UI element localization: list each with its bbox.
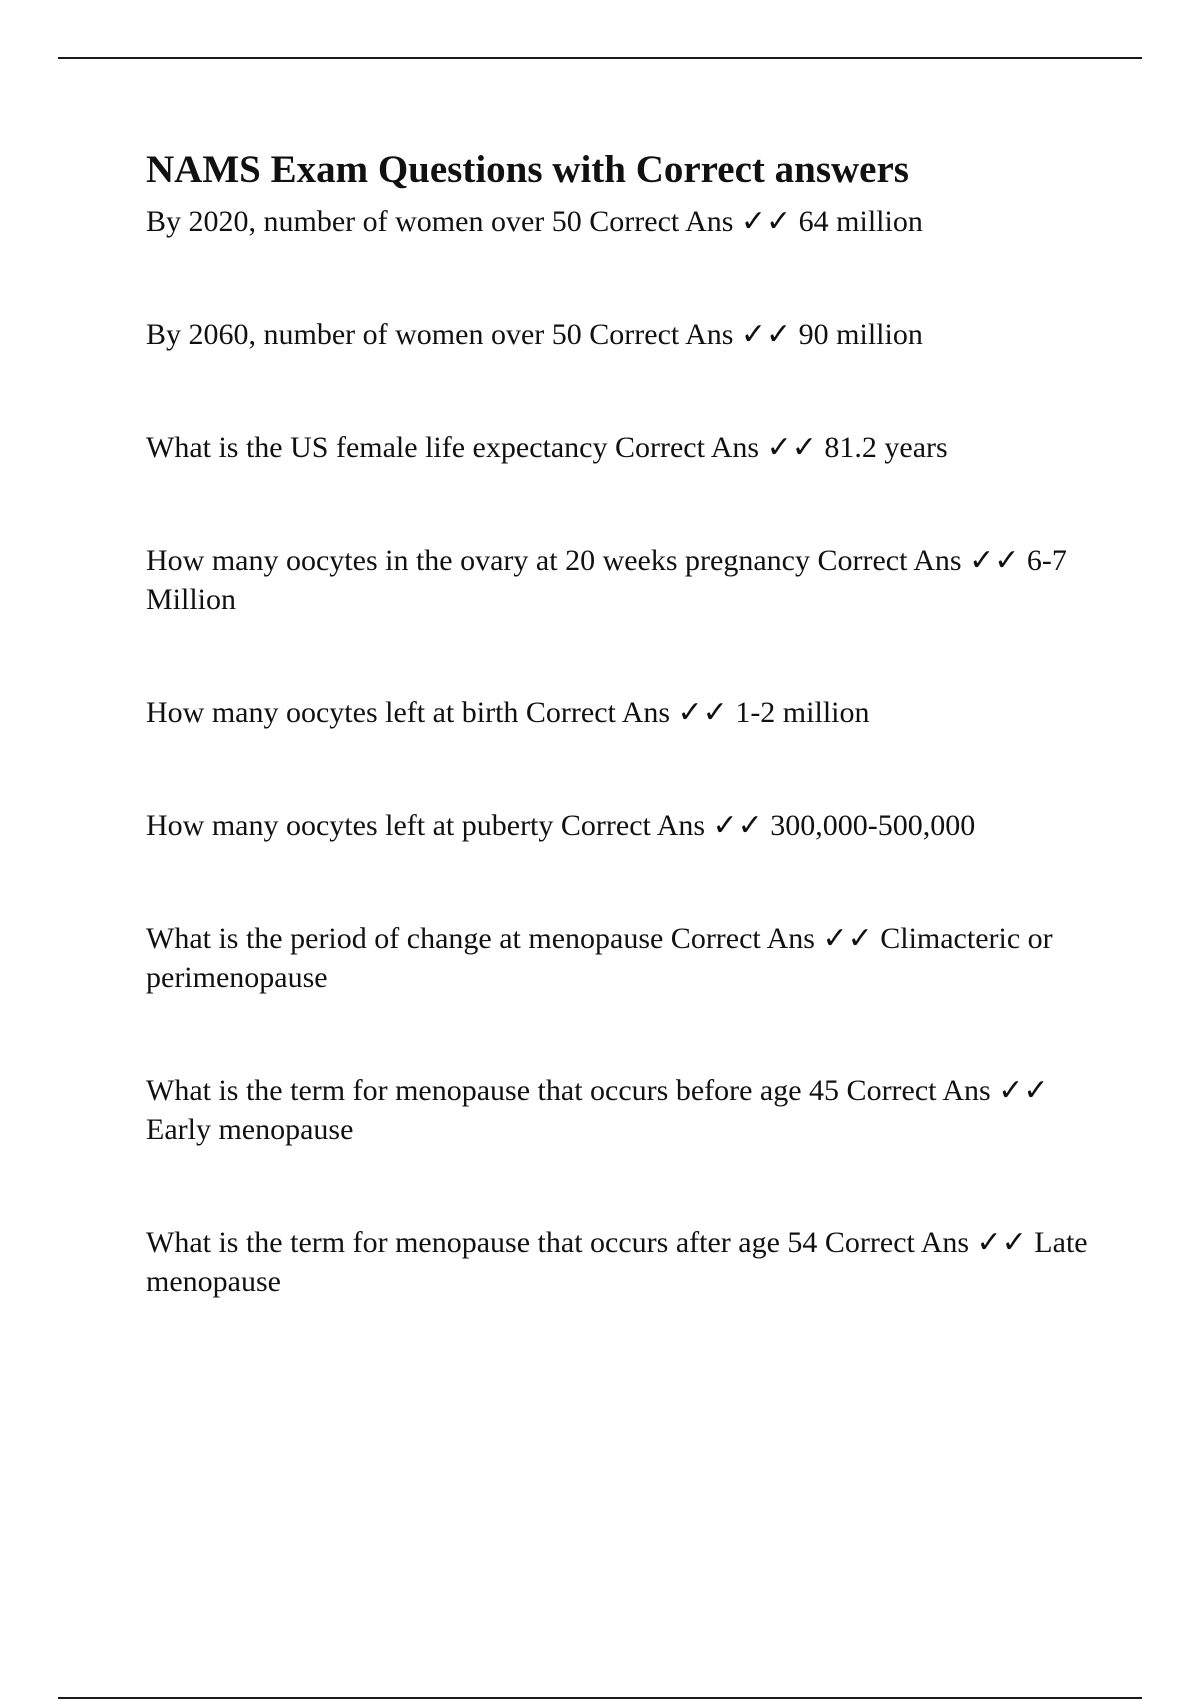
qa-item-women-2020: By 2020, number of women over 50 Correct Ans ✓✓ 64 million	[146, 205, 923, 238]
qa-item-period-of-change: What is the period of change at menopause Correct Ans ✓✓ Climacteric or perimenopause	[146, 922, 1053, 994]
qa-item-oocytes-puberty: How many oocytes left at puberty Correct Ans ✓✓ 300,000-500,000	[146, 809, 976, 842]
qa-item-life-expectancy: What is the US female life expectancy Correct Ans ✓✓ 81.2 years	[146, 431, 948, 464]
qa-item-early-menopause: What is the term for menopause that occurs before age 45 Correct Ans ✓✓ Early menopause	[146, 1074, 1049, 1146]
bottom-rule	[58, 1697, 1142, 1699]
qa-item-oocytes-20-weeks: How many oocytes in the ovary at 20 weeks pregnancy Correct Ans ✓✓ 6-7 Million	[146, 544, 1067, 616]
qa-item-women-2060: By 2060, number of women over 50 Correct Ans ✓✓ 90 million	[146, 318, 923, 351]
top-rule	[58, 57, 1142, 59]
qa-item-late-menopause: What is the term for menopause that occurs after age 54 Correct Ans ✓✓ Late menopause	[146, 1226, 1088, 1298]
document-title: NAMS Exam Questions with Correct answers	[146, 148, 909, 191]
document-body	[146, 142, 1096, 1375]
qa-item-oocytes-birth: How many oocytes left at birth Correct Ans ✓✓ 1-2 million	[146, 696, 870, 729]
